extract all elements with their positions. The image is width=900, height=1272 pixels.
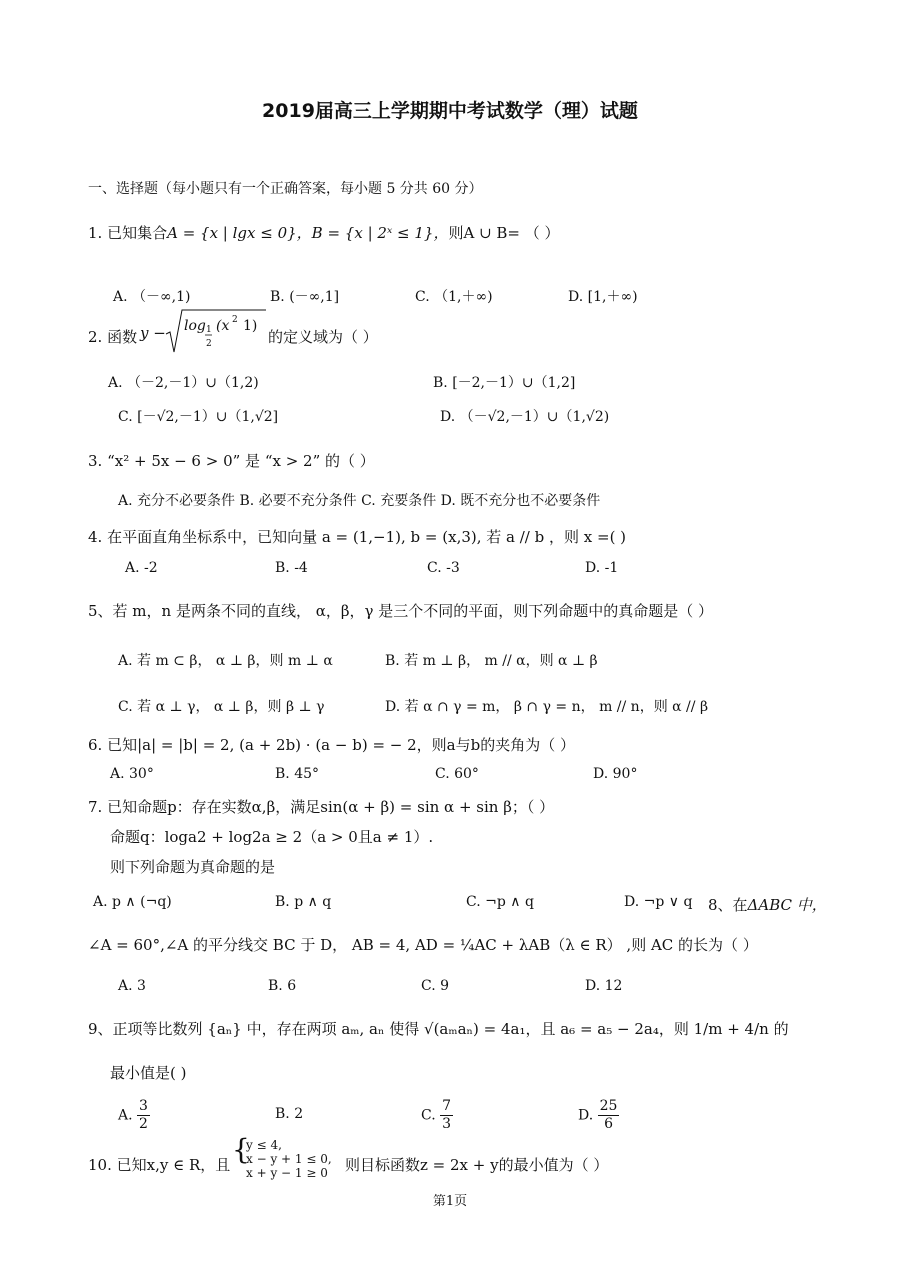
question-6-option-a: A. 30°	[110, 766, 154, 782]
question-8-label: 8、在	[708, 896, 748, 914]
question-10-label: 10. 已知x,y ∈ R，且	[88, 1156, 231, 1174]
question-8-option-b: B. 6	[268, 978, 297, 994]
page-footer: 第1页	[432, 1194, 468, 1209]
question-9-option-a	[118, 1098, 150, 1133]
question-1-tail: 则A ∪ B= （ ）	[448, 224, 560, 242]
question-8-option-d: D. 12	[585, 978, 623, 994]
question-9-option-c-label: C.	[421, 1107, 436, 1124]
question-9-option-c-denominator: 3	[442, 1115, 452, 1132]
question-4-option-c: C. -3	[427, 560, 460, 576]
question-5-stem: 5、若 m，n 是两条不同的直线， α，β，γ 是三个不同的平面，则下列命题中的真命题是（ ）	[88, 602, 714, 620]
svg-text:2: 2	[232, 315, 238, 325]
question-7-proposition-q: 命题q：loga2 + log2a ≥ 2（a > 0且a ≠ 1）.	[110, 828, 434, 846]
question-9-option-d	[578, 1098, 619, 1133]
svg-text:1): 1)	[243, 318, 258, 334]
question-8-option-c: C. 9	[421, 978, 450, 994]
question-2-option-d: D. （－√2,－1）∪（1,√2)	[440, 409, 610, 425]
question-7-option-b: B. p ∧ q	[275, 894, 332, 910]
question-4-option-a: A. -2	[125, 560, 158, 576]
question-2-option-a: A. （－2,－1）∪（1,2)	[108, 375, 259, 391]
question-9-option-c-numerator: 7	[442, 1098, 452, 1114]
svg-text:1: 1	[206, 325, 212, 335]
question-1-stem	[88, 222, 560, 243]
question-9-option-d-denominator: 6	[604, 1115, 614, 1132]
question-10-constraint-1: y ≤ 4,	[246, 1138, 282, 1152]
question-8-option-a: A. 3	[118, 978, 146, 994]
question-10-tail: 则目标函数z = 2x + y的最小值为（ ）	[345, 1156, 609, 1174]
question-5-option-b: B. 若 m ⊥ β， m // α，则 α ⊥ β	[385, 653, 598, 669]
section-heading: 一、选择题（每小题只有一个正确答案，每小题 5 分共 60 分）	[88, 181, 483, 197]
question-10-constraint-3: x + y − 1 ≥ 0	[246, 1166, 328, 1180]
question-9-prompt: 最小值是( )	[110, 1064, 187, 1082]
question-6-stem: 6. 已知|a| = |b| = 2, (a + 2b) · (a − b) = − 2，则a与b的夹角为（ ）	[88, 736, 575, 754]
svg-text:log: log	[184, 318, 206, 334]
question-2-option-b: B. [－2,－1）∪（1,2]	[433, 375, 576, 391]
question-9-option-b: B. 2	[275, 1106, 304, 1122]
question-2-radical	[138, 306, 270, 358]
svg-text:2: 2	[206, 339, 212, 349]
question-4-option-d: D. -1	[585, 560, 619, 576]
question-7-stem: 7. 已知命题p：存在实数α,β，满足sin(α + β) = sin α + sin β；（ ）	[88, 798, 555, 816]
question-8-stem	[708, 894, 827, 915]
question-1-option-c: C. （1,＋∞)	[415, 289, 493, 305]
question-5-option-d: D. 若 α ∩ γ = m， β ∩ γ = n， m // n，则 α // β	[385, 699, 709, 715]
svg-text:y −: y −	[140, 324, 166, 342]
question-10-system	[246, 1138, 332, 1180]
question-2-label: 2. 函数	[88, 328, 138, 346]
question-9-stem: 9、正项等比数列 {aₙ} 中，存在两项 aₘ, aₙ 使得 √(aₘaₙ) = 4a₁，且 a₆ = a₅ − 2a₄，则 1/m + 4/n 的	[88, 1020, 789, 1038]
question-9-option-a-numerator: 3	[139, 1098, 148, 1114]
question-6-option-d: D. 90°	[593, 766, 638, 782]
question-9-option-c-fraction	[440, 1098, 453, 1133]
question-2-option-c: C. [－√2,－1）∪（1,√2]	[118, 409, 279, 425]
question-5-option-c: C. 若 α ⊥ γ， α ⊥ β，则 β ⊥ γ	[118, 699, 325, 715]
question-1-label: 1. 已知集合	[88, 224, 168, 242]
question-9-option-c	[421, 1098, 453, 1133]
question-9-option-d-fraction	[598, 1098, 620, 1133]
question-1-option-a: A. （－∞,1)	[113, 289, 191, 305]
question-4-option-b: B. -4	[275, 560, 308, 576]
page-title: 2019届高三上学期期中考试数学（理）试题	[262, 100, 638, 122]
question-7-option-a: A. p ∧ (¬q)	[93, 894, 172, 910]
question-8-condition: ∠A = 60°,∠A 的平分线交 BC 于 D， AB = 4, AD = ¼AC + λAB（λ ∈ R） ,则 AC 的长为（ ）	[88, 936, 758, 954]
question-4-stem: 4. 在平面直角坐标系中，已知向量 a = (1,−1), b = (x,3), 若 a // b ，则 x =( )	[88, 528, 627, 546]
question-5-option-a: A. 若 m ⊂ β， α ⊥ β，则 m ⊥ α	[118, 653, 333, 669]
svg-text:(x: (x	[216, 318, 230, 334]
question-9-option-d-label: D.	[578, 1107, 594, 1124]
question-6-option-c: C. 60°	[435, 766, 479, 782]
question-10-brace: {	[232, 1133, 250, 1166]
question-2-tail: 的定义域为（ ）	[268, 328, 378, 346]
question-7-option-d: D. ¬p ∨ q	[624, 894, 693, 910]
question-1-option-d: D. [1,＋∞)	[568, 289, 638, 305]
question-9-option-a-label: A.	[118, 1107, 133, 1124]
question-3-stem: 3. “x² + 5x − 6 > 0” 是 “x > 2” 的（ ）	[88, 452, 375, 470]
question-9-option-d-numerator: 25	[599, 1098, 618, 1114]
question-7-prompt: 则下列命题为真命题的是	[110, 858, 276, 876]
question-3-options: A. 充分不必要条件 B. 必要不充分条件 C. 充要条件 D. 既不充分也不必要条件	[118, 493, 601, 509]
question-7-option-c: C. ¬p ∧ q	[466, 894, 534, 910]
question-10-constraint-2: x − y + 1 ≤ 0,	[246, 1152, 332, 1166]
question-1-math: A = {x | lgx ≤ 0}，B = {x | 2ˣ ≤ 1}，	[167, 224, 449, 242]
question-9-option-a-denominator: 2	[139, 1115, 148, 1132]
question-6-option-b: B. 45°	[275, 766, 320, 782]
question-9-option-a-fraction	[137, 1098, 150, 1133]
question-1-option-b: B. (－∞,1]	[270, 289, 340, 305]
question-8-triangle: ΔABC 中，	[747, 896, 827, 914]
